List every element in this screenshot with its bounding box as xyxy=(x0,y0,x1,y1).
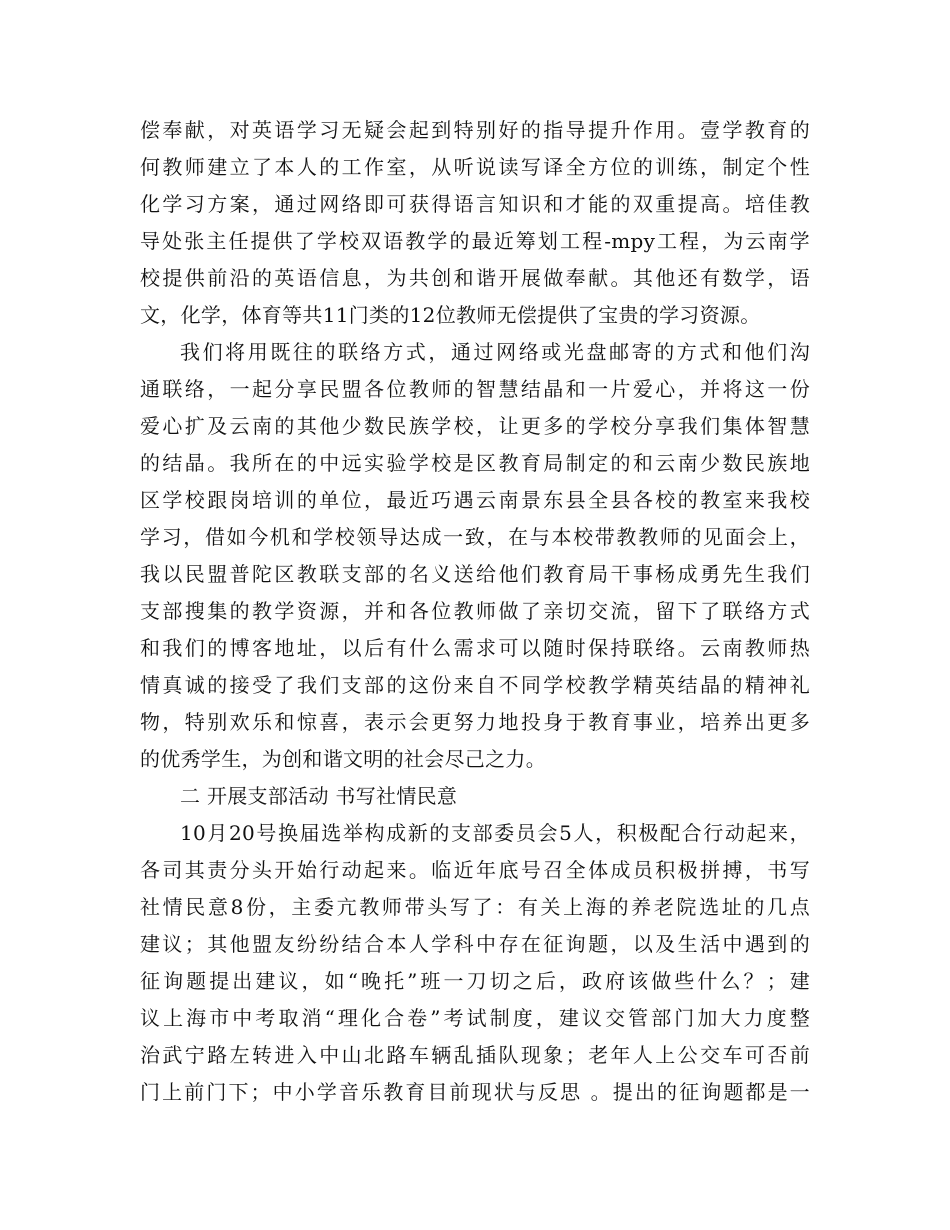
text-line: 区学校跟岗培训的单位，最近巧遇云南景东县全县各校的教室来我校 xyxy=(140,488,810,512)
text-line: 我们将用既往的联络方式，通过网络或光盘邮寄的方式和他们沟 xyxy=(180,340,810,364)
paragraph-2 xyxy=(140,334,810,778)
text-line: 门上前门下；中小学音乐教育目前现状与反思 。提出的征询题都是一 xyxy=(140,1080,810,1104)
text-line: 文，化学，体育等共11门类的12位教师无偿提供了宝贵的学习资源。 xyxy=(140,303,761,327)
text-line: 征询题提出建议，如“晚托”班一刀切之后，政府该做些什么？；建 xyxy=(140,969,810,993)
text-line: 导处张主任提供了学校双语教学的最近筹划工程-mpy工程，为云南学 xyxy=(140,229,810,253)
text-line: 的优秀学生，为创和谐文明的社会尽己之力。 xyxy=(140,747,546,771)
text-line: 社情民意8份，主委亢教师带头写了：有关上海的养老院选址的几点 xyxy=(140,895,810,919)
text-line: 10月20号换届选举构成新的支部委员会5人，积极配合行动起来， xyxy=(180,821,810,845)
text-line: 何教师建立了本人的工作室，从听说读写译全方位的训练，制定个性 xyxy=(140,155,810,179)
text-line: 学习，借如今机和学校领导达成一致，在与本校带教教师的见面会上， xyxy=(140,525,810,549)
paragraph-1 xyxy=(140,112,810,334)
section-heading xyxy=(140,778,810,815)
text-line: 治武宁路左转进入中山北路车辆乱插队现象；老年人上公交车可否前 xyxy=(140,1043,810,1067)
section-heading-text: 二 开展支部活动 书写社情民意 xyxy=(180,784,458,808)
text-line: 化学习方案，通过网络即可获得语言知识和才能的双重提高。培佳教 xyxy=(140,192,810,216)
text-line: 通联络，一起分享民盟各位教师的智慧结晶和一片爱心，并将这一份 xyxy=(140,377,810,401)
text-line: 议上海市中考取消“理化合卷”考试制度，建议交管部门加大力度整 xyxy=(140,1006,810,1030)
text-line: 的结晶。我所在的中远实验学校是区教育局制定的和云南少数民族地 xyxy=(140,451,810,475)
text-line: 校提供前沿的英语信息，为共创和谐开展做奉献。其他还有数学，语 xyxy=(140,266,810,290)
text-line: 我以民盟普陀区教联支部的名义送给他们教育局干事杨成勇先生我们 xyxy=(140,562,810,586)
text-line: 物，特别欢乐和惊喜，表示会更努力地投身于教育事业，培养出更多 xyxy=(140,710,810,734)
paragraph-3 xyxy=(140,815,810,1111)
document-body xyxy=(140,112,810,1111)
text-line: 爱心扩及云南的其他少数民族学校，让更多的学校分享我们集体智慧 xyxy=(140,414,810,438)
text-line: 和我们的博客地址，以后有什么需求可以随时保持联络。云南教师热 xyxy=(140,636,810,660)
text-line: 建议；其他盟友纷纷结合本人学科中存在征询题，以及生活中遇到的 xyxy=(140,932,810,956)
text-line: 各司其责分头开始行动起来。临近年底号召全体成员积极拼搏，书写 xyxy=(140,858,810,882)
text-line: 情真诚的接受了我们支部的这份来自不同学校教学精英结晶的精神礼 xyxy=(140,673,810,697)
text-line: 支部搜集的教学资源，并和各位教师做了亲切交流，留下了联络方式 xyxy=(140,599,810,623)
text-line: 偿奉献，对英语学习无疑会起到特别好的指导提升作用。壹学教育的 xyxy=(140,118,810,142)
